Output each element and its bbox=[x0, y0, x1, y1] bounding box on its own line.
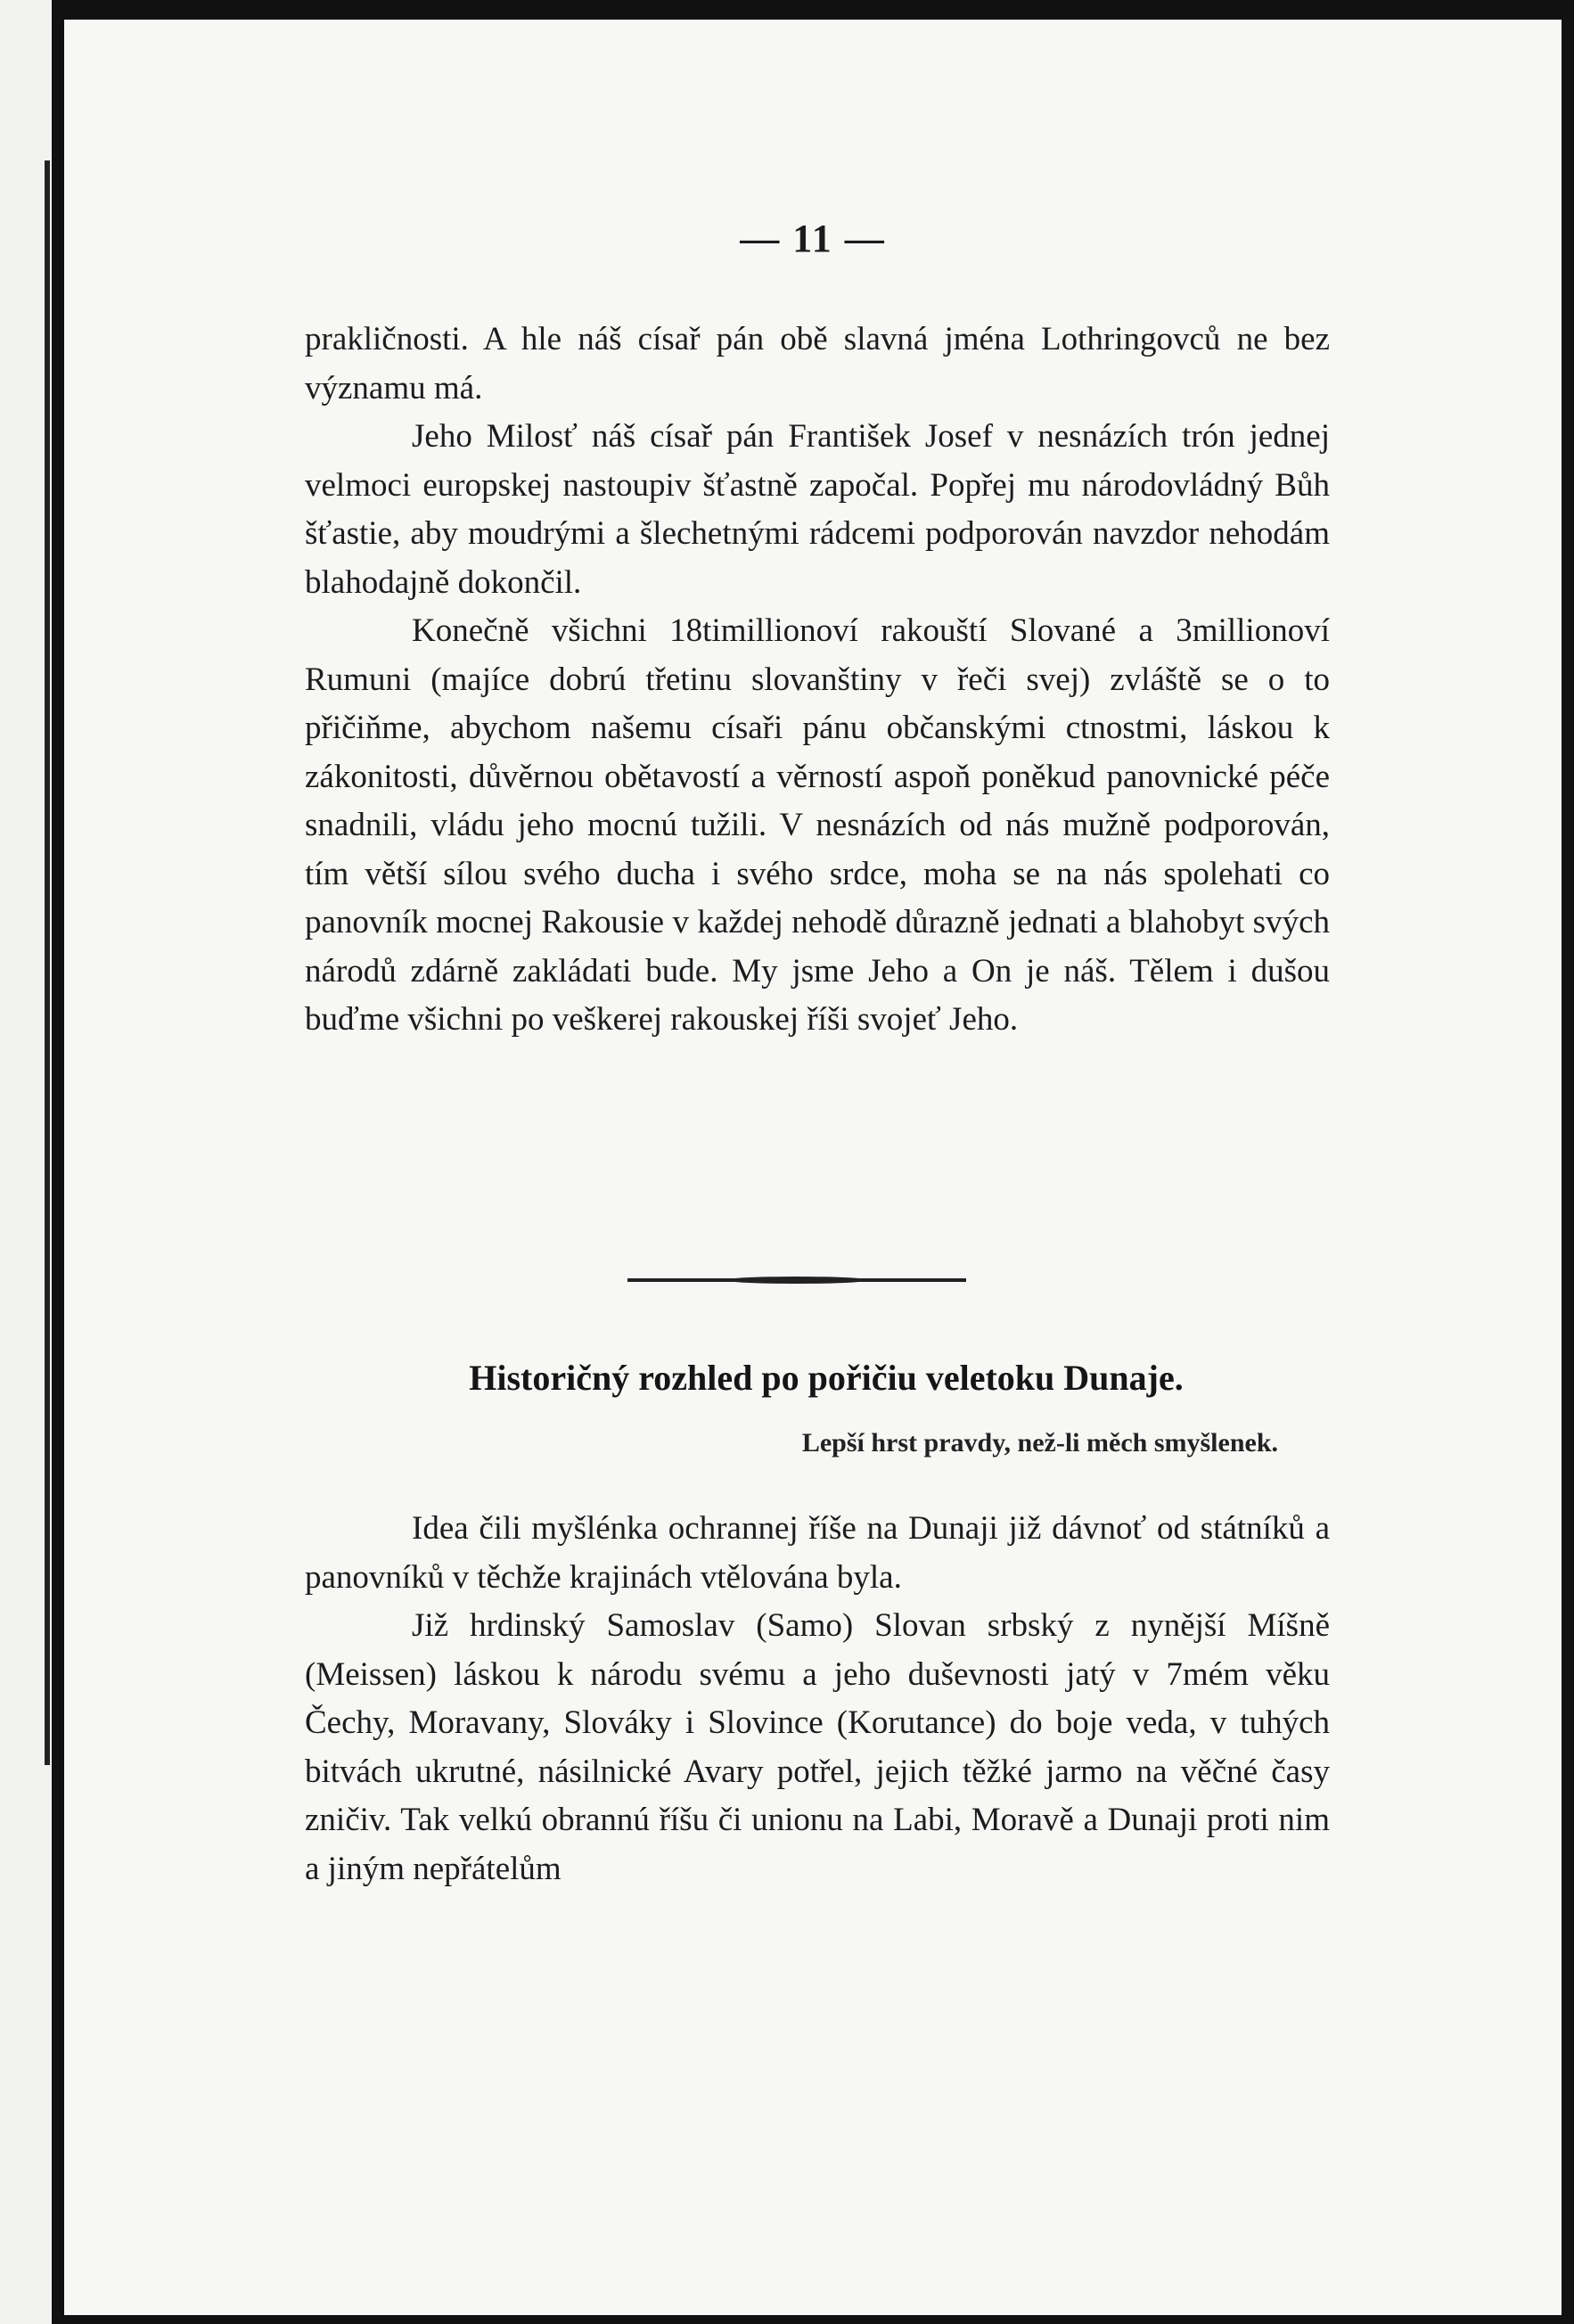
paragraph: Idea čili myšlénka ochrannej říše na Dunaji již dávnoť od státníků a panovníků v těchže krajinách vtělována byla. bbox=[305, 1510, 1330, 1596]
paragraph: prakličnosti. A hle náš císař pán obě slavná jména Lothringovců ne bez významu má. bbox=[305, 321, 1330, 406]
paragraph: Jeho Milosť náš císař pán František Josef v nesnázích trón jednej velmoci europskej nastoupiv šťastně započal. Popřej mu národovládný Bůh šťastie, aby moudrými a šlechetnými rádcemi podporován navzdor nehodám blahodajně dokončil. bbox=[305, 418, 1330, 601]
section-heading: Historičný rozhled po pořičiu veletoku Dunaje. bbox=[469, 1358, 1184, 1398]
book-gutter bbox=[45, 160, 50, 1765]
epigraph: Lepší hrst pravdy, než-li měch smyšlenek. bbox=[801, 1428, 1278, 1458]
paragraph: Konečně všichni 18timillionoví rakouští Slované a 3millionoví Rumuni (majíce dobrú třetinu slovanštiny v řeči svej) zvláště se o to přičiňme, abychom našemu císaři pánu občanskými ctnostmi, láskou k zákonitosti, důvěrnou obětavostí a věrností aspoň poněkud panovnické péče snadnili, vládu jeho mocnú tužili. V nesnázích od nás mužně podporován, tím větší sílou svého ducha i svého srdce, moha se na nás spolehati co panovník mocnej Rakousie v každej nehodě důrazně jednati a blahobyt svých národů zdárně zakládati bude. My jsme Jeho a On je náš. Tělem i dušou buďme všichni po veškerej rakouskej říši svojeť Jeho. bbox=[305, 612, 1330, 1038]
paragraph: Již hrdinský Samoslav (Samo) Slovan srbský z nynější Míšně (Meissen) láskou k národu svému a jeho duševnosti jatý v 7mém věku Čechy, Moravany, Slováky i Slovince (Korutance) do boje veda, v tuhých bitvách ukrutné, násilnické Avary potřel, jejich těžké jarmo na věčné časy zničiv. Tak velkú obrannú říšu či unionu na Labi, Moravě a Dunaji proti nim a jiným nepřátelům bbox=[305, 1607, 1330, 1887]
text-block-top bbox=[305, 316, 1330, 1045]
section-divider bbox=[627, 1278, 966, 1282]
page-number: — 11 — bbox=[740, 217, 886, 260]
text-block-bottom bbox=[305, 1505, 1330, 1893]
book-page bbox=[64, 20, 1562, 2315]
